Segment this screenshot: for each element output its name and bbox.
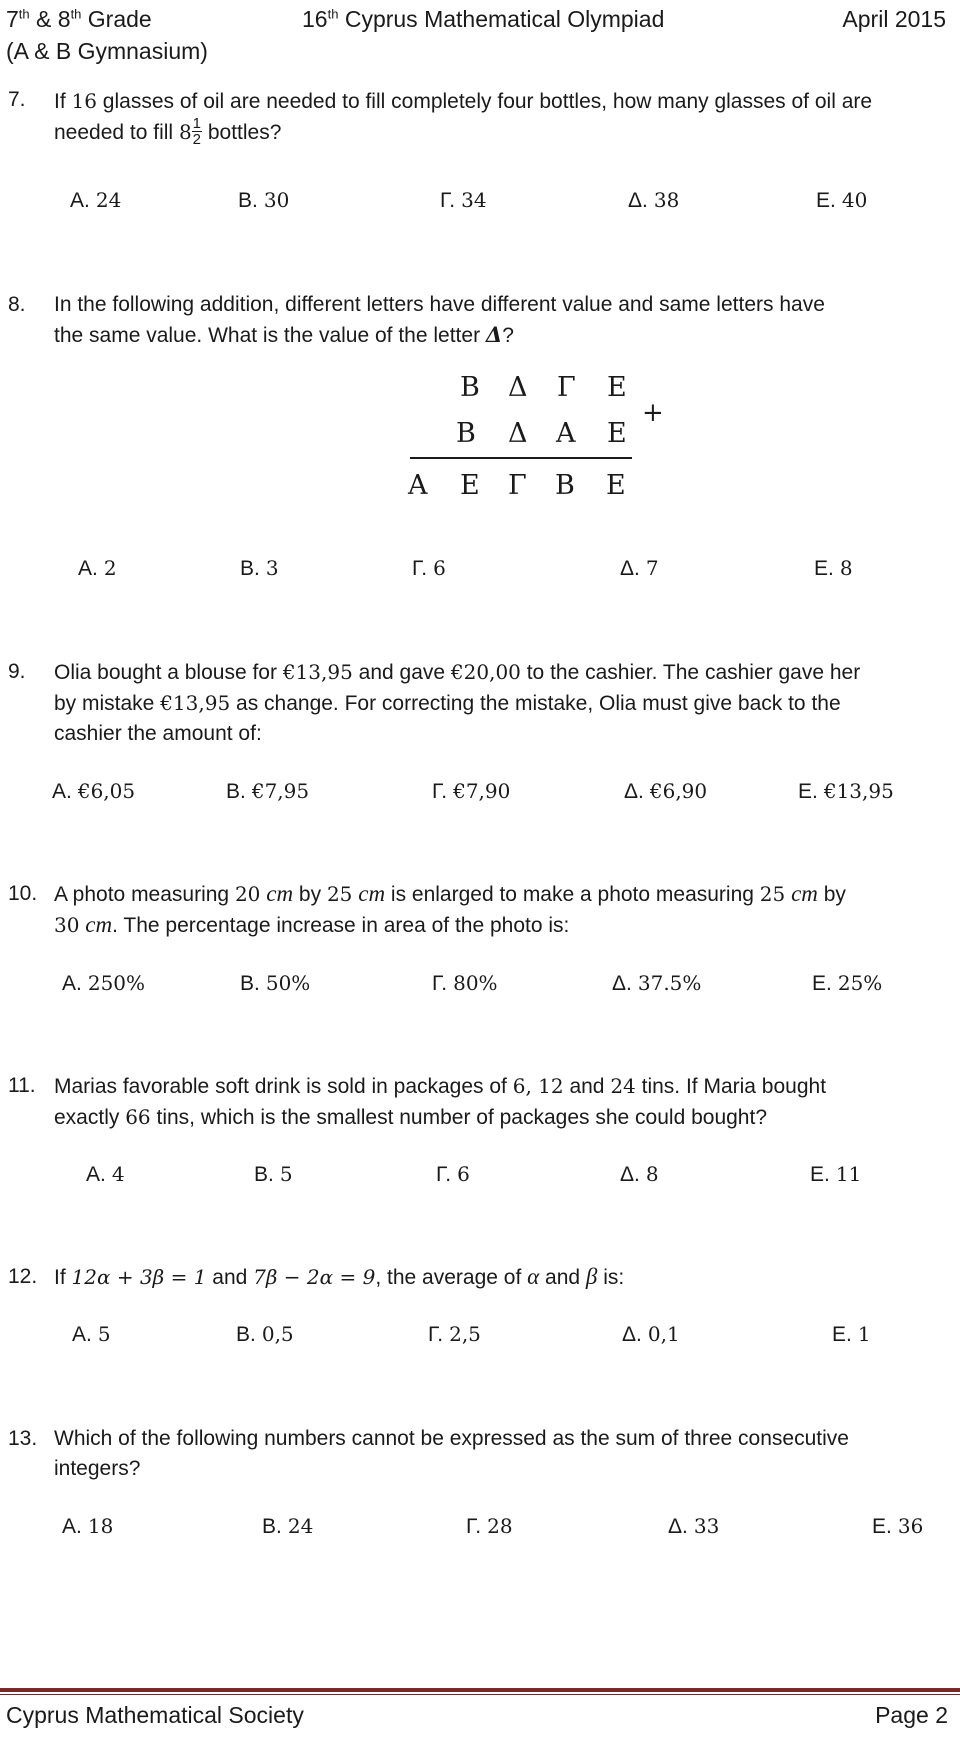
q10-option-e: E. 25% bbox=[812, 971, 883, 995]
q12-option-c: Γ. 2,5 bbox=[428, 1322, 481, 1346]
q11-option-d: Δ. 8 bbox=[620, 1162, 659, 1186]
question-12-number: 12. bbox=[8, 1265, 38, 1288]
q10-option-a: A. 250% bbox=[62, 971, 146, 995]
puzzle-row3-letter: B bbox=[555, 470, 575, 501]
puzzle-row3-letter: E bbox=[460, 470, 480, 501]
question-8-number: 8. bbox=[8, 293, 26, 316]
q8-option-d: Δ. 7 bbox=[620, 556, 659, 580]
puzzle-row2-letter: B bbox=[456, 418, 476, 449]
q12-option-e: E. 1 bbox=[832, 1322, 871, 1346]
q13-option-e: E. 36 bbox=[872, 1514, 924, 1538]
exam-date: April 2015 bbox=[842, 6, 946, 32]
q10-option-d: Δ. 37.5% bbox=[612, 971, 702, 995]
q13-option-d: Δ. 33 bbox=[668, 1514, 720, 1538]
puzzle-row1-letter: Δ bbox=[508, 372, 528, 403]
plus-sign: + bbox=[642, 398, 664, 428]
q10-option-c: Γ. 80% bbox=[432, 971, 498, 995]
puzzle-row2-letter: Δ bbox=[508, 418, 528, 449]
puzzle-row3-letter: Γ bbox=[508, 470, 527, 501]
question-9-number: 9. bbox=[8, 660, 26, 683]
q7-option-a: A. 24 bbox=[70, 188, 122, 212]
fraction-one-half: $\frac{1}{2}$ bbox=[192, 114, 202, 148]
q13-option-a: A. 18 bbox=[62, 1514, 114, 1538]
grade-label: 7th & 8th Grade bbox=[6, 6, 152, 32]
q13-option-c: Γ. 28 bbox=[466, 1514, 513, 1538]
q11-option-b: B. 5 bbox=[254, 1162, 293, 1186]
q11-option-e: E. 11 bbox=[810, 1162, 862, 1186]
sum-line bbox=[410, 457, 632, 459]
q10-option-b: B. 50% bbox=[240, 971, 311, 995]
q7-option-b: B. 30 bbox=[238, 188, 290, 212]
q8-option-c: Γ. 6 bbox=[412, 556, 446, 580]
question-9-text: Olia bought a blouse for €13,95 and gave €20,00 to the cashier. The cashier gave her by mistake €13,95 as change. For correcting the mistake, Olia must give back to the cashier the amount of: bbox=[54, 660, 861, 745]
q11-option-a: A. 4 bbox=[86, 1162, 125, 1186]
olympiad-title: 16th Cyprus Mathematical Olympiad bbox=[302, 6, 665, 32]
q7-option-d: Δ. 38 bbox=[628, 188, 680, 212]
question-13-number: 13. bbox=[8, 1427, 38, 1450]
q9-option-e: E. €13,95 bbox=[798, 779, 894, 803]
q11-option-c: Γ. 6 bbox=[436, 1162, 470, 1186]
q8-option-e: E. 8 bbox=[814, 556, 853, 580]
q9-option-c: Γ. €7,90 bbox=[432, 779, 511, 803]
q9-option-d: Δ. €6,90 bbox=[624, 779, 708, 803]
question-11-number: 11. bbox=[8, 1074, 36, 1097]
puzzle-row1-letter: B bbox=[460, 372, 480, 403]
question-8-text: In the following addition, different letters have different value and same letters have the same value. What is the value of the letter Δ? bbox=[54, 293, 825, 347]
question-10-number: 10. bbox=[8, 882, 38, 905]
footer-page-number: Page 2 bbox=[875, 1702, 948, 1728]
q7-option-c: Γ. 34 bbox=[440, 188, 487, 212]
puzzle-row1-letter: E bbox=[607, 372, 627, 403]
question-11-text: Marias favorable soft drink is sold in packages of 6, 12 and 24 tins. If Maria bought exactly 66 tins, which is the smallest number of packages she could bought? bbox=[54, 1074, 827, 1129]
question-7-number: 7. bbox=[8, 88, 26, 111]
q13-option-b: B. 24 bbox=[262, 1514, 314, 1538]
question-7-text: If 16 glasses of oil are needed to fill completely four bottles, how many glasses of oil are needed to fill 8 $\frac{1}{2}$ bottles? bbox=[54, 89, 873, 148]
q12-option-a: A. 5 bbox=[72, 1322, 111, 1346]
gymnasium-label: (A & B Gymnasium) bbox=[6, 38, 208, 64]
q8-option-a: A. 2 bbox=[78, 556, 117, 580]
q12-option-d: Δ. 0,1 bbox=[622, 1322, 680, 1346]
footer-rule-thin bbox=[0, 1694, 960, 1695]
puzzle-row2-letter: A bbox=[556, 418, 576, 449]
puzzle-row3-letter: E bbox=[606, 470, 626, 501]
question-12-text: If 12α + 3β = 1 and 7β − 2α = 9, the average of α and β is: bbox=[54, 1264, 625, 1289]
puzzle-row1-letter: Γ bbox=[557, 372, 576, 403]
q7-option-e: E. 40 bbox=[816, 188, 868, 212]
footer-rule bbox=[0, 1688, 960, 1692]
question-10-text: A photo measuring 20 cm by 25 cm is enlarged to make a photo measuring 25 cm by 30 cm. The percentage increase in area of the photo is: bbox=[54, 881, 846, 937]
puzzle-row3-letter: A bbox=[408, 470, 428, 501]
puzzle-row2-letter: E bbox=[607, 418, 627, 449]
footer-society: Cyprus Mathematical Society bbox=[6, 1702, 304, 1728]
question-13-text: Which of the following numbers cannot be expressed as the sum of three consecutive integers? bbox=[54, 1427, 849, 1480]
q12-option-b: B. 0,5 bbox=[236, 1322, 294, 1346]
q9-option-a: A. €6,05 bbox=[52, 779, 136, 803]
q9-option-b: B. €7,95 bbox=[226, 779, 310, 803]
q8-option-b: B. 3 bbox=[240, 556, 279, 580]
